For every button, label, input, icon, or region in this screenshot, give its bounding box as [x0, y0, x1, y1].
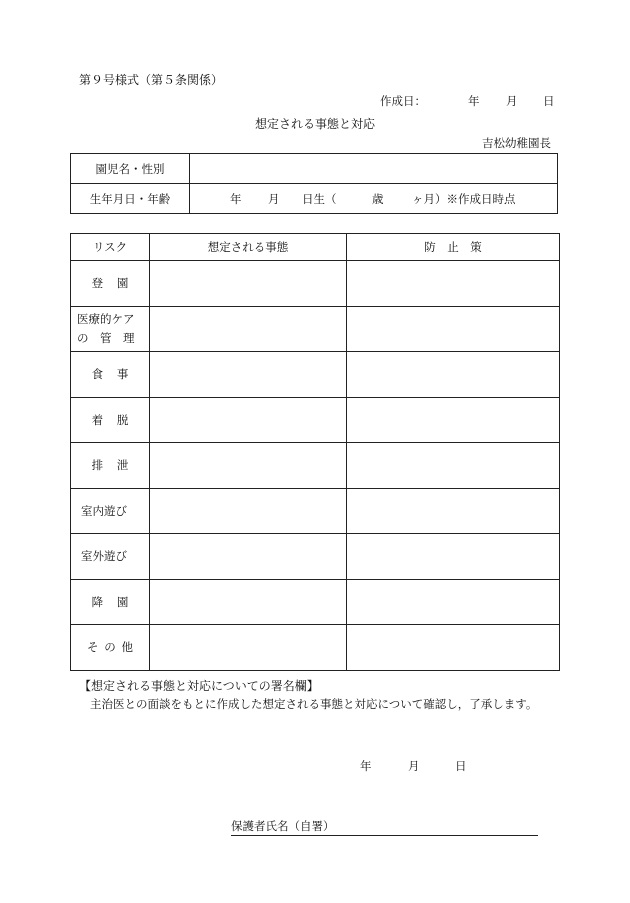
table-row: [71, 534, 560, 580]
birth-field[interactable]: [190, 184, 558, 214]
risk-label-line1: 医療的ケア: [77, 311, 135, 326]
header-expected: 想定される事態: [150, 234, 347, 261]
risk-label: 降園: [71, 579, 150, 625]
risk-label: [71, 306, 150, 352]
table-row: [71, 443, 560, 489]
expected-cell[interactable]: [150, 352, 347, 398]
prevention-cell[interactable]: [347, 625, 560, 671]
form-number: 第９号様式（第５条関係）: [79, 73, 224, 87]
expected-cell[interactable]: [150, 306, 347, 352]
document-title: 想定される事態と対応: [254, 117, 375, 131]
header-prevention: 防 止 策: [347, 234, 560, 261]
table-row: [71, 261, 560, 307]
table-row: [71, 352, 560, 398]
prevention-cell[interactable]: [347, 306, 560, 352]
guardian-name-label: 保護者氏名（自署）: [231, 819, 335, 833]
expected-cell[interactable]: [150, 488, 347, 534]
creation-month-label: 月: [506, 94, 518, 108]
issuer: 吉松幼稚園長: [482, 136, 551, 150]
child-name-row: [71, 154, 558, 184]
creation-year-label: 年: [468, 94, 480, 108]
child-name-label: 園児名・性別: [71, 154, 190, 184]
prevention-cell[interactable]: [347, 261, 560, 307]
expected-cell[interactable]: [150, 397, 347, 443]
expected-cell[interactable]: [150, 625, 347, 671]
table-row: [71, 579, 560, 625]
risk-label: 登園: [71, 261, 150, 307]
signature-day-label: 日: [455, 759, 467, 773]
birth-label: 生年月日・年齢: [71, 184, 190, 214]
birth-day-label: 日生（: [302, 192, 337, 206]
expected-cell[interactable]: [150, 261, 347, 307]
prevention-cell[interactable]: [347, 534, 560, 580]
birth-month-label: 月: [268, 192, 280, 206]
creation-day-label: 日: [543, 94, 555, 108]
table-row: [71, 488, 560, 534]
risk-label: 食事: [71, 352, 150, 398]
risk-label: その他: [71, 625, 150, 671]
age-months-label: ヶ月）※作成日時点: [412, 192, 516, 206]
expected-cell[interactable]: [150, 579, 347, 625]
table-row: [71, 625, 560, 671]
signature-year-label: 年: [360, 759, 372, 773]
expected-cell[interactable]: [150, 443, 347, 489]
child-name-field[interactable]: [190, 154, 558, 184]
confirmation-statement: 主治医との面談をもとに作成した想定される事態と対応について確認し，了承します。: [90, 697, 538, 711]
expected-cell[interactable]: [150, 534, 347, 580]
risk-table-header: [71, 234, 560, 261]
age-years-label: 歳: [372, 192, 384, 206]
table-row: [71, 306, 560, 352]
risk-label-line2: の 管 理: [77, 330, 135, 345]
creation-date-label: 作成日：: [380, 94, 426, 108]
header-risk: リスク: [71, 234, 150, 261]
guardian-signature-line[interactable]: [231, 818, 538, 836]
risk-label: 室外遊び: [71, 534, 150, 580]
prevention-cell[interactable]: [347, 397, 560, 443]
birth-row: [71, 184, 558, 214]
child-info-table: [70, 153, 558, 214]
prevention-cell[interactable]: [347, 488, 560, 534]
prevention-cell[interactable]: [347, 579, 560, 625]
risk-label: 着脱: [71, 397, 150, 443]
risk-label: 排泄: [71, 443, 150, 489]
birth-year-label: 年: [230, 192, 242, 206]
prevention-cell[interactable]: [347, 352, 560, 398]
table-row: [71, 397, 560, 443]
risk-label: 室内遊び: [71, 488, 150, 534]
risk-table: [70, 233, 560, 671]
signature-month-label: 月: [408, 759, 420, 773]
signature-heading: 【想定される事態と対応についての署名欄】: [79, 679, 319, 693]
prevention-cell[interactable]: [347, 443, 560, 489]
